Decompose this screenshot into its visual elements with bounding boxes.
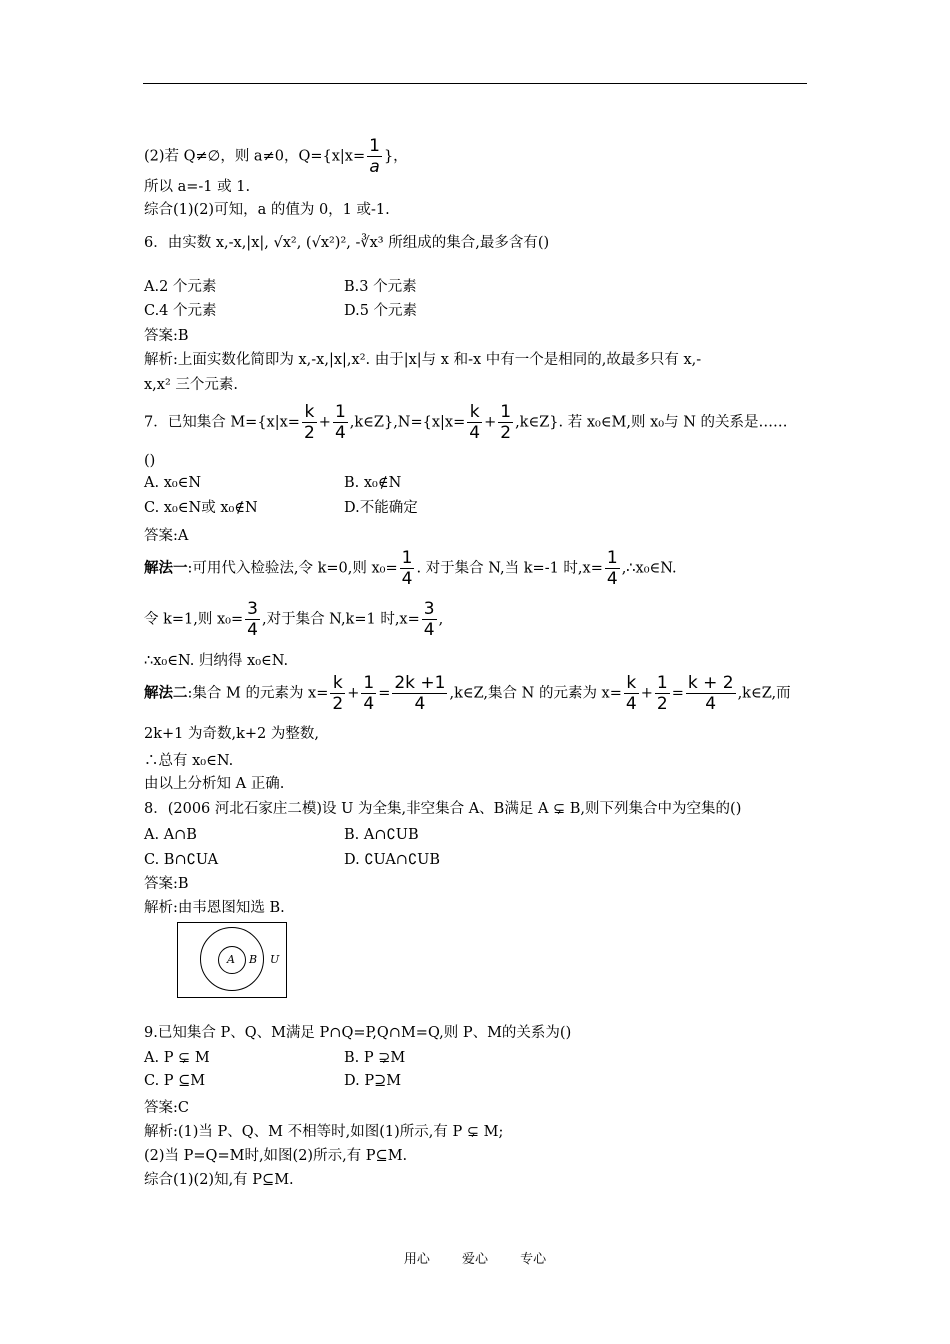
line-q5-cont: (2)若 Q≠∅，则 a≠0，Q={x|x= $\frac{1}{a}$ }， — [144, 136, 408, 177]
method-2-cont: 2k+1 为奇数,k+2 为整数, — [144, 726, 319, 742]
explanation: 解析:上面实数化简即为 x,-x,|x|,x². 由于|x|与 x 和-x 中有一个是相同的,故最多只有 x,- — [144, 352, 702, 368]
answer: 答案:B — [144, 876, 189, 892]
method-1-conclusion: ∴x₀∈N. 归纳得 x₀∈N. — [144, 653, 289, 669]
fraction: $\frac{k + 2}{4}$ — [687, 673, 734, 714]
option-a: A. P ⊊ M — [144, 1050, 210, 1066]
fraction: $\frac{1}{2}$ — [500, 402, 512, 443]
method-2-cont: ∴总有 x₀∈N. — [144, 753, 234, 769]
footer-text: 专心 — [520, 1252, 547, 1267]
line-text: 综合(1)(2)可知，a 的值为 0，1 或-1. — [144, 202, 390, 218]
footer-text: 爱心 — [461, 1252, 488, 1267]
option-b: B. x₀∉N — [344, 475, 402, 491]
option-b: B.3 个元素 — [344, 279, 417, 295]
option-b: B. A∩∁UB — [344, 827, 419, 843]
fraction: $\frac{k}{2}$ — [332, 673, 344, 714]
answer: 答案:C — [144, 1100, 189, 1116]
option-a: A. x₀∈N — [144, 475, 202, 491]
explanation: x,x² 三个元素. — [144, 377, 238, 393]
option-d: D.不能确定 — [344, 500, 418, 516]
paren: () — [144, 453, 156, 469]
explanation: (2)当 P=Q=M时,如图(2)所示,有 P⊆M. — [144, 1148, 408, 1164]
fraction: $\frac{1}{4}$ — [363, 673, 375, 714]
fraction: $\frac{1}{4}$ — [401, 548, 413, 589]
fraction: $\frac{3}{4}$ — [423, 599, 435, 640]
fraction: $\frac{3}{4}$ — [247, 599, 258, 640]
method-1-cont: 令 k=1,则 x₀= $\frac{3}{4}$ ,对于集合 N,k=1 时,x= $\frac{3}{4}$ , — [144, 599, 444, 640]
explanation: 综合(1)(2)知,有 P⊆M. — [144, 1172, 294, 1188]
question-6: 6．由实数 x,-x,|x|, √x², (√x²)², -∛x³ 所组成的集合,最多含有() — [144, 235, 550, 251]
line-text: 所以 a=-1 或 1. — [144, 179, 251, 195]
fraction: $\frac{1}{4}$ — [334, 402, 346, 443]
question-7: 7．已知集合 M={x|x= $\frac{k}{2}$ + $\frac{1}{4}$ ,k∈Z},N={x|x= $\frac{k}{4}$ + $\frac{1}{2}$ ,k∈Z}. 若 x₀∈M,则 x₀与 N 的关系是…… — [144, 402, 788, 443]
explanation: 解析:(1)当 P、Q、M 不相等时,如图(1)所示,有 P ⊊ M; — [144, 1124, 504, 1140]
option-row — [144, 1047, 406, 1069]
page-footer — [0, 1248, 950, 1267]
option-row — [144, 300, 418, 322]
fraction: $\frac{1}{2}$ — [656, 673, 668, 714]
option-c: C.4 个元素 — [144, 303, 217, 319]
option-row — [144, 1070, 402, 1092]
answer: 答案:A — [144, 528, 189, 544]
question-8: 8．(2006 河北石家庄二模)设 U 为全集,非空集合 A、B满足 A ⊊ B,则下列集合中为空集的() — [144, 801, 742, 817]
option-a: A.2 个元素 — [144, 279, 217, 295]
option-row — [144, 824, 419, 846]
fraction: $\frac{k}{4}$ — [625, 673, 637, 714]
fraction: $\frac{1}{a}$ — [369, 136, 380, 177]
option-row — [144, 472, 402, 494]
header-rule — [143, 83, 807, 84]
label-a: A — [227, 953, 235, 966]
label-b: B — [249, 953, 258, 966]
option-row — [144, 849, 441, 871]
footer-text: 用心 — [403, 1252, 430, 1267]
fraction: $\frac{2k +1}{4}$ — [394, 673, 446, 714]
explanation: 解析:由韦恩图知选 B. — [144, 900, 285, 916]
option-d: D.5 个元素 — [344, 303, 418, 319]
fraction: $\frac{1}{4}$ — [606, 548, 618, 589]
method-2-cont: 由以上分析知 A 正确. — [144, 776, 285, 792]
option-c: C. x₀∈N或 x₀∉N — [144, 500, 258, 516]
answer: 答案:B — [144, 328, 189, 344]
venn-diagram — [177, 922, 287, 998]
method-1: 解法一:可用代入检验法,令 k=0,则 x₀= $\frac{1}{4}$ . 对于集合 N,当 k=-1 时,x= $\frac{1}{4}$ ,∴x₀∈N. — [144, 548, 677, 589]
option-b: B. P ⊋M — [344, 1050, 406, 1066]
option-c: C. B∩∁UA — [144, 852, 219, 868]
option-row — [144, 497, 418, 519]
question-9: 9.已知集合 P、Q、M满足 P∩Q=P,Q∩M=Q,则 P、M的关系为() — [144, 1025, 572, 1041]
option-c: C. P ⊆M — [144, 1073, 206, 1089]
method-2: 解法二:集合 M 的元素为 x= $\frac{k}{2}$ + $\frac{1}{4}$ = $\frac{2k +1}{4}$ ,k∈Z,集合 N 的元素为 x= $\frac{k}{4}$ + $\frac{1}{2}$ = $\frac{k + 2}{4}$ ,k∈Z,而 — [144, 673, 791, 714]
option-a: A. A∩B — [144, 827, 197, 843]
label-u: U — [270, 953, 280, 966]
option-d: D. ∁UA∩∁UB — [344, 852, 441, 868]
option-d: D. P⊇M — [344, 1073, 402, 1089]
option-row — [144, 276, 417, 298]
fraction: $\frac{k}{4}$ — [469, 402, 481, 443]
fraction: $\frac{k}{2}$ — [303, 402, 315, 443]
